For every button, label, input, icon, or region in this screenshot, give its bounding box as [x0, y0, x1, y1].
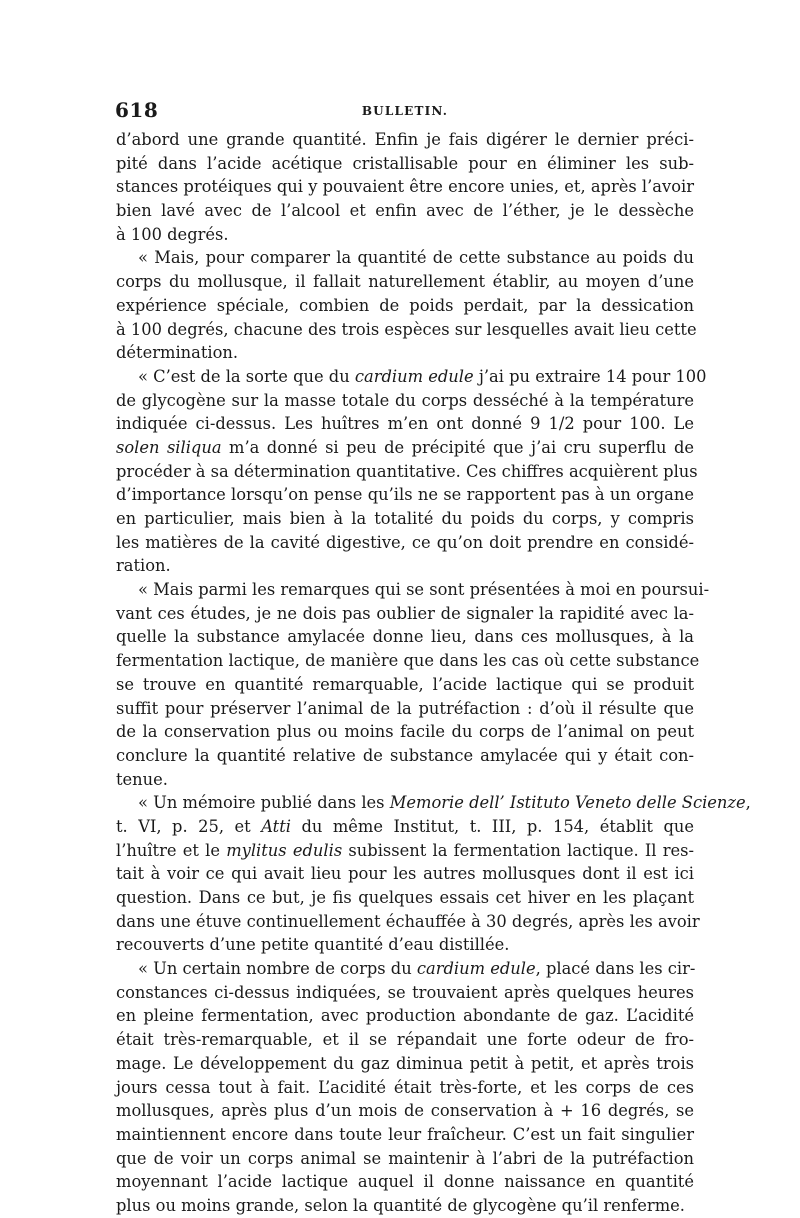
text-segment: « Un mémoire publié dans les	[138, 793, 390, 813]
text-line: « Mais, pour comparer la quantité de cette substance au poids du	[138, 248, 694, 268]
text-segment: t. VI, p. 25, et	[116, 816, 262, 836]
text-line: jours cessa tout à fait. L’acidité était très-forte, et les corps de ces	[116, 1077, 694, 1097]
text-line: corps du mollusque, il fallait naturellement établir, au moyen d’une	[116, 272, 694, 292]
text-line	[116, 957, 694, 981]
text-segment: l’huître et le	[116, 840, 227, 860]
text-line: suffit pour préserver l’animal de la putréfaction : d’où il résulte que	[116, 698, 694, 718]
text-line: quelle la substance amylacée donne lieu, dans ces mollusques, à la	[116, 627, 694, 647]
text-line: en particulier, mais bien à la totalité du poids du corps, y compris	[116, 509, 694, 528]
text-line: de glycogène sur la masse totale du corps desséché à la température	[116, 390, 694, 410]
text-line: en pleine fermentation, avec production abondante de gaz. L’acidité	[116, 1006, 694, 1026]
text-line: détermination.	[116, 343, 239, 363]
text-line	[116, 839, 694, 863]
running-head: BULLETIN.	[361, 104, 449, 118]
text-segment: « Un certain nombre de corps du	[138, 959, 417, 979]
text-segment: , placé dans les cir-	[535, 959, 696, 979]
text-line: plus ou moins grande, selon la quantité de glycogène qu’il renferme.	[116, 1195, 685, 1215]
italic-term: Atti	[261, 816, 291, 836]
text-line: vant ces études, je ne dois pas oublier de signaler la rapidité avec la-	[116, 603, 694, 623]
text-segment: du même Institut, t. III, p. 154, établit que	[290, 816, 694, 836]
text-line: stances protéiques qui y pouvaient être encore unies, et, après l’avoir	[116, 177, 694, 197]
text-line	[116, 365, 707, 389]
italic-term: solen siliqua	[116, 437, 222, 457]
italic-term: cardium edule	[416, 959, 536, 979]
text-segment: « C’est de la sorte que du	[138, 366, 355, 386]
text-line: bien lavé avec de l’alcool et enfin avec de l’éther, je le dessèche	[116, 201, 694, 221]
text-segment: j’ai pu extraire 14 pour 100	[473, 366, 707, 386]
italic-term: mylitus edulis	[226, 840, 343, 860]
page-number: 618	[115, 98, 159, 122]
text-line: dans une étuve continuellement échauffée à 30 degrés, après les avoir	[116, 911, 700, 931]
text-line: de la conservation plus ou moins facile du corps de l’animal on peut	[116, 722, 694, 742]
text-line: moyennant l’acide lactique auquel il donne naissance en quantité	[116, 1172, 694, 1192]
text-line: recouverts d’une petite quantité d’eau distillée.	[116, 935, 510, 955]
text-line: mage. Le développement du gaz diminua petit à petit, et après trois	[116, 1053, 694, 1073]
text-line: maintiennent encore dans toute leur fraîcheur. C’est un fait singulier	[116, 1124, 694, 1144]
text-line: d’abord une grande quantité. Enfin je fais digérer le dernier préci-	[116, 130, 694, 149]
text-segment: ,	[745, 793, 751, 813]
text-line: d’importance lorsqu’on pense qu’ils ne se rapportent pas à un organe	[116, 485, 694, 505]
text-line: pité dans l’acide acétique cristallisable pour en éliminer les sub-	[116, 153, 694, 173]
italic-term: Memorie dell’ Istituto Veneto delle Scienze	[389, 793, 746, 813]
body-text	[116, 128, 751, 1218]
text-line: indiquée ci-dessus. Les huîtres m’en ont donné 9 1/2 pour 100. Le	[116, 414, 694, 434]
text-line: tenue.	[116, 769, 168, 789]
text-line: était très-remarquable, et il se répandait une forte odeur de fro-	[116, 1030, 694, 1050]
text-line	[116, 791, 751, 815]
text-line: expérience spéciale, combien de poids perdait, par la dessication	[116, 295, 694, 315]
text-line: conclure la quantité relative de substance amylacée qui y était con-	[116, 745, 694, 765]
text-line: les matières de la cavité digestive, ce qu’on doit prendre en considé-	[116, 532, 694, 552]
text-line: mollusques, après plus d’un mois de conservation à + 16 degrés, se	[116, 1101, 694, 1121]
text-line: tait à voir ce qui avait lieu pour les autres mollusques dont il est ici	[116, 864, 694, 884]
page-header	[115, 98, 695, 128]
text-segment: subissent la fermentation lactique. Il res-	[342, 840, 694, 860]
text-line: constances ci-dessus indiquées, se trouvaient après quelques heures	[116, 982, 694, 1002]
text-line: procéder à sa détermination quantitative. Ces chiffres acquièrent plus	[116, 461, 698, 481]
text-line: à 100 degrés.	[116, 224, 229, 244]
text-segment: m’a donné si peu de précipité que j’ai cru superflu de	[221, 437, 694, 457]
text-line: se trouve en quantité remarquable, l’acide lactique qui se produit	[116, 674, 694, 694]
text-line	[116, 815, 694, 839]
text-line: question. Dans ce but, je fis quelques essais cet hiver en les plaçant	[116, 888, 694, 907]
text-line: que de voir un corps animal se maintenir à l’abri de la putréfaction	[116, 1148, 694, 1168]
text-line: « Mais parmi les remarques qui se sont présentées à moi en poursui-	[138, 580, 710, 600]
italic-term: cardium edule	[354, 366, 474, 386]
text-line: fermentation lactique, de manière que dans les cas où cette substance	[116, 651, 700, 671]
text-line: à 100 degrés, chacune des trois espèces sur lesquelles avait lieu cette	[116, 319, 697, 339]
text-line	[116, 436, 694, 460]
text-line: ration.	[116, 556, 171, 576]
